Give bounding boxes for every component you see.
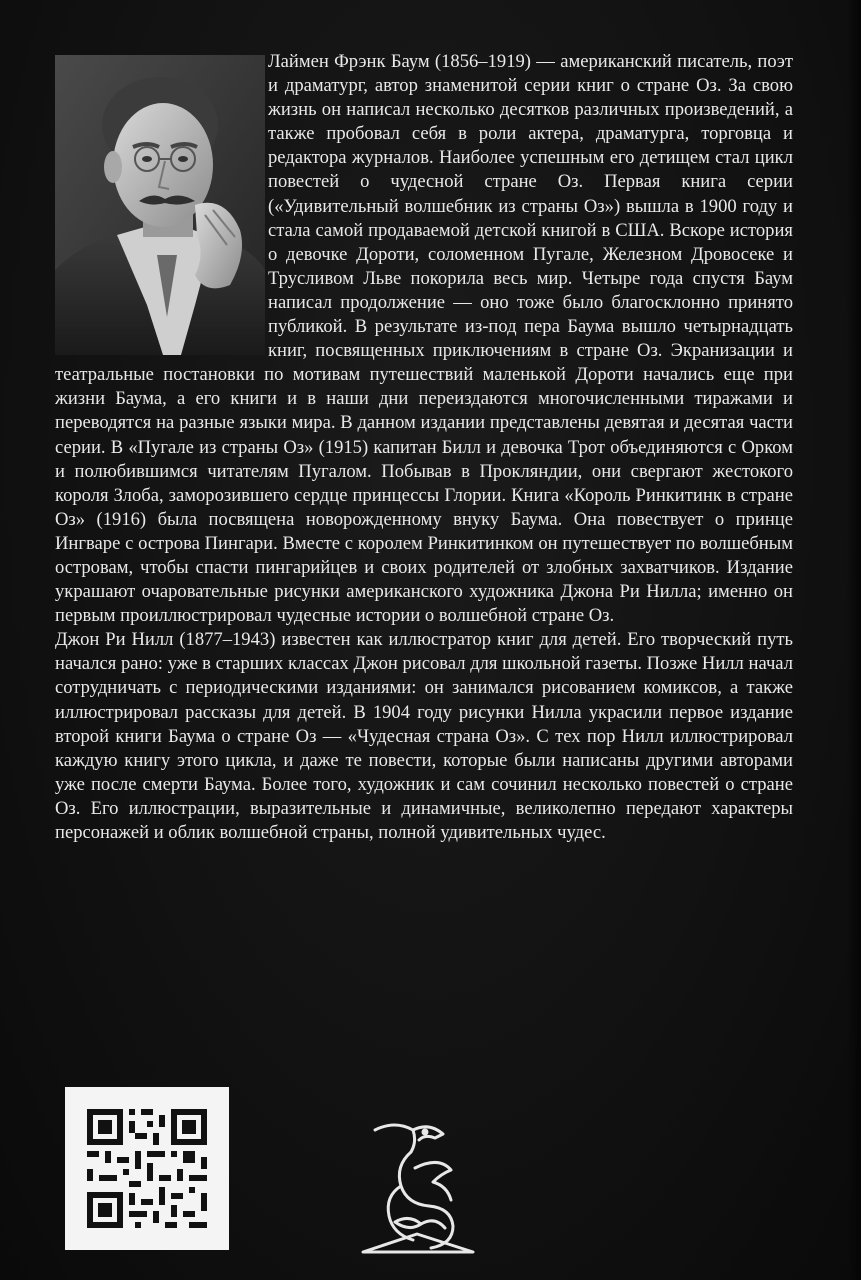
publisher-logo [355,1116,480,1256]
qr-code [65,1087,229,1250]
publisher-dragon-icon [355,1116,480,1256]
author-portrait [55,55,265,355]
qr-code-icon [65,1087,229,1250]
portrait-photo-icon [55,55,265,355]
cover-edge-shadow [847,0,861,1280]
paragraph-neill: Джон Ри Нилл (1877–1943) известен как иллюстратор книг для детей. Его творческий путь начался рано: уже в старших классах Джон рисовал для школьной газеты. Позже Нилл начал сотрудничать с периодическими изданиями: он занимался рисованием комиксов, а также иллюстрировал рассказы для детей. В 1904 году рисунки Нилла украсили первое издание второй книги Баума о стране Оз — «Чудесная страна Оз». С тех пор Нилл иллюстрировал каждую книгу этого цикла, и даже те повести, которые были написаны другими авторами уже после смерти Баума. Более того, художник и сам сочинил несколько повестей о стране Оз. Его иллюстрации, выразительные и динамичные, великолепно передают характеры персонажей и облик волшебной страны, полной удивительных чудес. [55,629,793,843]
paragraph-baum: Лаймен Фрэнк Баум (1856–1919) — американский писатель, поэт и драматург, автор знаменитой серии книг о стране Оз. За свою жизнь он написал несколько десятков различных произведений, а также пробовал себя в роли актера, драматурга, торговца и редактора журналов. Наиболее успешным его детищем стал цикл повестей о чудесной стране Оз. Первая книга серии («Удивительный волшебник из страны Оз») вышла в 1900 году и стала самой продаваемой детской книгой в США. Вскоре история о девочке Дороти, соломенном Пугале, Железном Дровосеке и Трусливом Льве покорила весь мир. Четыре года спустя Баум написал продолжение — оно тоже было благосклонно принято публикой. В результате из-под пера Баума вышло четырнадцать книг, посвященных приключениям в стране Оз. Экранизации и театральные постановки по мотивам путешествий маленькой Дороти начались еще при жизни Баума, а его книги и в наши дни переиздаются многочисленными тиражами и переводятся на разные языки мира. В данном издании представлены девятая и десятая части серии. В «Пугале из страны Оз» (1915) капитан Билл и девочка Трот объединяются с Орком и полюбившимся читателям Пугалом. Побывав в Прокляндии, они свергают жестокого короля Злоба, заморозившего сердце принцессы Глории. Книга «Король Ринкитинк в стране Оз» (1916) была посвящена новорожденному внуку Баума. Она повествует о принце Ингваре с острова Пингари. Вместе с королем Ринкитинком он путешествует по волшебным островам, чтобы спасти пингарийцев и своих родителей от злобных захватчиков. Издание украшают очаровательные рисунки американского художника Джона Ри Нилла; именно он первым проиллюстрировал чудесные истории о волшебной стране Оз. [55,51,793,627]
